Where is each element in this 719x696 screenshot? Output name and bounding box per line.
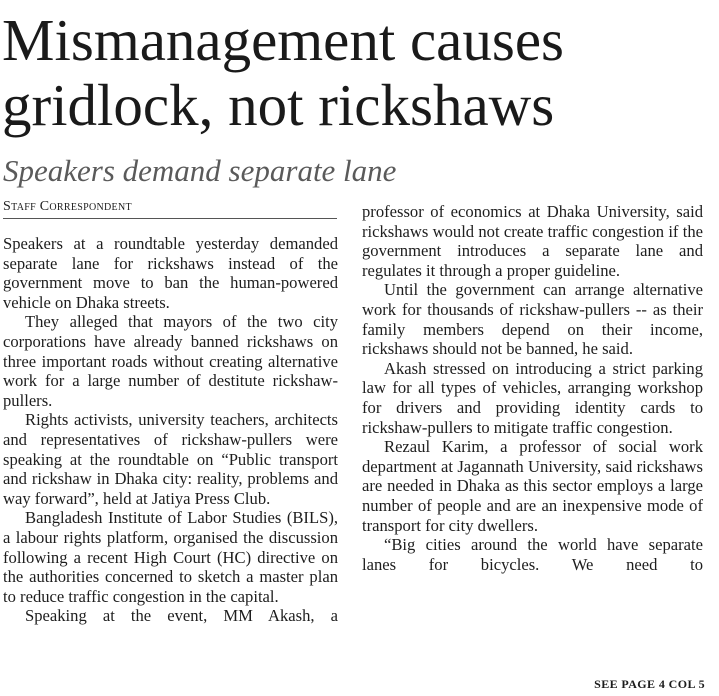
paragraph: Speaking at the event, MM Akash, a — [25, 606, 338, 626]
byline: Staff Correspondent — [3, 198, 337, 219]
subheadline: Speakers demand separate lane — [3, 153, 397, 188]
article-column-left — [3, 234, 338, 626]
continuation-jump-line: SEE PAGE 4 COL 5 — [594, 677, 705, 691]
paragraph: They alleged that mayors of the two city corporations have already banned rickshaws on three important roads without creating alternative work for a large number of destitute rickshaw-pullers. — [3, 312, 338, 410]
headline — [2, 8, 717, 138]
paragraph: Speakers at a roundtable yesterday demanded separate lane for rickshaws instead of the government move to ban the human-powered vehicle on Dhaka streets. — [3, 234, 338, 312]
paragraph: Rezaul Karim, a professor of social work department at Jagannath University, said rickshaws are needed in Dhaka as this sector employs a large number of people and are an inexpensive mode of transport for city dwellers. — [362, 437, 703, 535]
paragraph: Rights activists, university teachers, architects and representatives of rickshaw-pullers were speaking at the roundtable on “Public transport and rickshaw in Dhaka city: reality, problems and way forward”, held at Jatiya Press Club. — [3, 410, 338, 508]
paragraph: “Big cities around the world have separate lanes for bicycles. We need to — [362, 535, 703, 574]
headline-line-2: gridlock, not rickshaws — [2, 72, 555, 138]
headline-line-1: Mismanagement causes — [2, 7, 564, 73]
article-column-right — [362, 202, 703, 574]
paragraph: Akash stressed on introducing a strict parking law for all types of vehicles, arranging workshop for drivers and providing identity cards to rickshaw-pullers to mitigate traffic congestion. — [362, 358, 703, 437]
paragraph: Until the government can arrange alternative work for thousands of rickshaw-pullers -- as their family members depend on their income, rickshaws should not be banned, he said. — [362, 280, 703, 359]
paragraph: professor of economics at Dhaka University, said rickshaws would not create traffic congestion if the government introduces a separate lane and regulates it through a proper guideline. — [362, 202, 703, 280]
paragraph: Bangladesh Institute of Labor Studies (BILS), a labour rights platform, organised the discussion following a recent High Court (HC) directive on the authorities concerned to sketch a master plan to reduce traffic congestion in the capital. — [3, 508, 338, 606]
